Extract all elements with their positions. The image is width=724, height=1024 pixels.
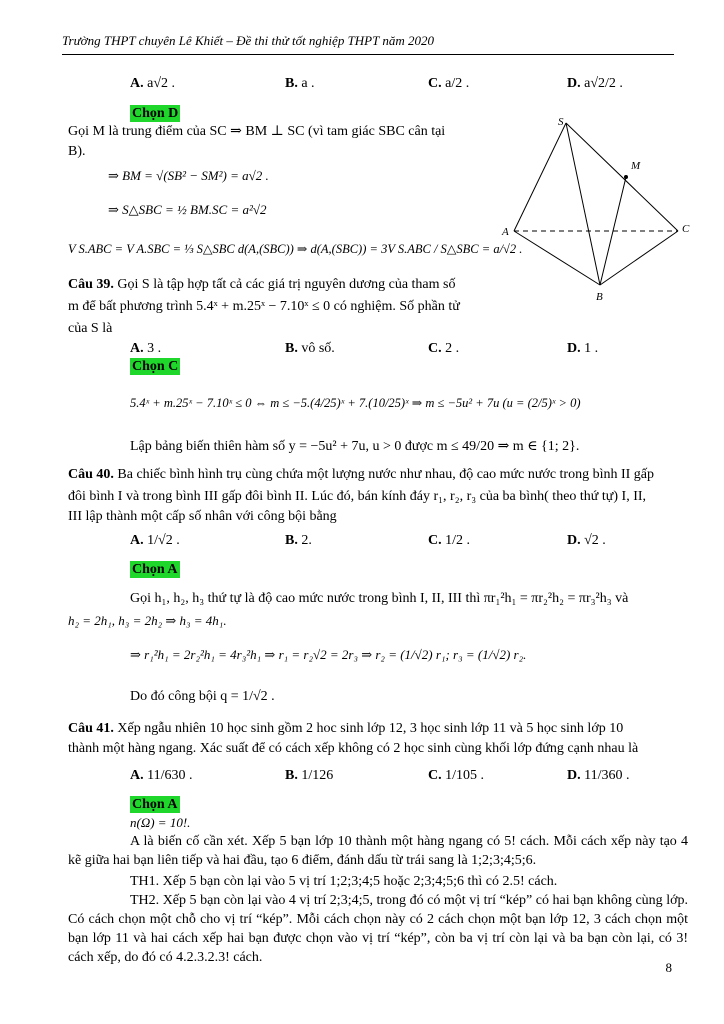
q39-option-c: C. 2 . — [428, 341, 460, 356]
q41-option-b: B. 1/126 — [285, 768, 334, 783]
q40-solution-line2: h₂ = 2h₁, h₃ = 2h₂ ⇒ h₃ = 4h₁. — [68, 613, 227, 628]
q38-equation-bm: ⇒ BM = √(SB² − SM²) = a√2 . — [108, 168, 269, 183]
point-m — [624, 175, 628, 179]
q40-stem-line2: đôi bình I và trong bình III gấp đôi bình II. Lúc đó, bán kính đáy r₁, r₂, r₃ của ba bình( theo thứ tự) I, II, — [68, 489, 647, 504]
q41-stem-line1: Câu 41. Xếp ngẫu nhiên 10 học sinh gồm 2 hoc sinh lớp 12, 3 học sinh lớp 11 và 5 học sinh lớp 10 — [68, 721, 624, 736]
q38-equation-area: ⇒ S△SBC = ½ BM.SC = a²√2 — [108, 202, 267, 217]
header-divider — [62, 54, 674, 55]
q40-solution-line1: Gọi h₁, h₂, h₃ thứ tự là độ cao mức nước trong bình I, II, III thì πr₁²h₁ = πr₂²h₂ = πr₃²h₃ và — [130, 591, 629, 606]
q39-option-b: B. vô số. — [285, 341, 335, 356]
q40-stem-line3: III lập thành một cấp số nhân với công bội bằng — [68, 509, 337, 524]
q38-option-a-text: a√2 . — [147, 76, 176, 91]
q38-equation-distance: V S.ABC = V A.SBC = ⅓ S△SBC d(A,(SBC)) ⇒ d(A,(SBC)) = 3V S.ABC / S△SBC = a/√2 . — [68, 242, 523, 256]
q38-option-c-text: a/2 . — [445, 76, 470, 91]
q38-option-d-text: a√2/2 . — [584, 76, 623, 91]
q41-option-a: A. 11/630 . — [130, 768, 193, 783]
q38-option-d: D. a√2/2 . — [567, 76, 623, 91]
q39-label: Câu 39. — [68, 277, 114, 292]
q41-label: Câu 41. — [68, 721, 114, 736]
q39-answer-badge: Chọn C — [132, 359, 179, 374]
q41-stem-line2: thành một hàng ngang. Xác suất để có cách xếp không có 2 học sinh cùng khối lớp đứng cạnh nhau là — [68, 741, 639, 756]
page-number: 8 — [665, 960, 672, 975]
label-c: C — [682, 223, 690, 235]
q40-stem-line1: Câu 40. Ba chiếc bình hình trụ cùng chứa một lượng nước như nhau, độ cao mức nước trong bình II gấp — [68, 467, 655, 482]
q41-option-d: D. 11/360 . — [567, 768, 630, 783]
label-s: S — [558, 116, 564, 128]
q39-stem-line2: m để bất phương trình 5.4ˣ + m.25ˣ − 7.10ˣ ≤ 0 có nghiệm. Số phần tử — [68, 299, 460, 314]
edge-ab — [514, 231, 600, 285]
label-a: A — [502, 226, 509, 238]
page-header: Trường THPT chuyên Lê Khiết – Đề thi thử tốt nghiệp THPT năm 2020 — [62, 33, 435, 48]
edge-bc — [600, 231, 678, 285]
q41-solution-paragraph1: A là biến cố cần xét. Xếp 5 bạn lớp 10 thành một hàng ngang có 5! cách. Mỗi cách xếp này tạo 4 kẽ giữa hai bạn liên tiếp và hai đầu, tạo 6 điểm, đánh dấu từ trái sang là 1;2;3;4;5;6. — [68, 834, 688, 868]
q39-stem-line3: của S là — [68, 321, 113, 336]
q41-case1: TH1. Xếp 5 bạn còn lại vào 5 vị trí 1;2;3;4;5 hoặc 2;3;4;5;6 thì có 2.5! cách. — [130, 874, 558, 889]
edge-sc — [566, 123, 678, 231]
q38-answer-badge: Chọn D — [132, 106, 179, 121]
q40-option-d: D. √2 . — [567, 533, 606, 548]
label-m: M — [631, 160, 641, 172]
q40-option-b: B. 2. — [285, 533, 312, 548]
edge-sa — [514, 123, 566, 231]
q38-option-a: A. a√2 . — [130, 76, 176, 91]
q40-solution-conclusion: Do đó công bội q = 1/√2 . — [130, 689, 275, 704]
q38-solution-line2: B). — [68, 144, 86, 159]
q39-option-a: A. 3 . — [130, 341, 162, 356]
q40-solution-equation: ⇒ r₁²h₁ = 2r₂²h₁ = 4r₃²h₁ ⇒ r₁ = r₂√2 = 2r₃ ⇒ r₂ = (1/√2) r₁; r₃ = (1/√2) r₂. — [130, 647, 527, 662]
q38-solution-line1: Gọi M là trung điểm của SC ⇒ BM ⊥ SC (vì tam giác SBC cân tại — [68, 124, 446, 139]
q38-option-b: B. a . — [285, 76, 315, 91]
q40-label: Câu 40. — [68, 467, 114, 482]
q41-case2: TH2. Xếp 5 bạn còn lại vào 4 vị trí 2;3;4;5, trong đó có một vị trí “kép” có hai bạn không cùng lớp. Có cách chọn một chỗ cho vị trí “kép”. Mỗi cách chọn này có 2 cách chọn một bạn lớp 12, 3 cách chọn một bạn lớp 11 và hai cách xếp hai bạn được chọn vào vị trí “kép”, còn ba vị trí còn lại và ba bạn còn lại, có 3! cách xếp, do đó có 4.2.3.2.3! cách. — [68, 893, 688, 965]
q40-option-a: A. 1/√2 . — [130, 533, 180, 548]
q41-option-c: C. 1/105 . — [428, 768, 485, 783]
edge-sb — [566, 123, 600, 285]
q40-option-c: C. 1/2 . — [428, 533, 471, 548]
q41-sample-space: n(Ω) = 10!. — [130, 815, 191, 830]
q39-option-d: D. 1 . — [567, 341, 599, 356]
pyramid-figure — [500, 115, 700, 305]
q38-option-c: C. a/2 . — [428, 76, 470, 91]
q39-solution-equation: 5.4ˣ + m.25ˣ − 7.10ˣ ≤ 0 ⇔ m ≤ −5.(4/25)ˣ + 7.(10/25)ˣ ⇒ m ≤ −5u² + 7u (u = (2/5)ˣ > 0) — [130, 396, 581, 410]
q39-solution-text: Lập bảng biến thiên hàm số y = −5u² + 7u, u > 0 được m ≤ 49/20 ⇒ m ∈ {1; 2}. — [130, 439, 580, 454]
label-b: B — [596, 291, 603, 303]
q41-answer-badge: Chọn A — [132, 797, 178, 812]
q39-stem-line1: Câu 39. Gọi S là tập hợp tất cả các giá trị nguyên dương của tham số — [68, 277, 456, 292]
q40-answer-badge: Chọn A — [132, 562, 178, 577]
q38-option-b-text: a . — [301, 76, 315, 91]
